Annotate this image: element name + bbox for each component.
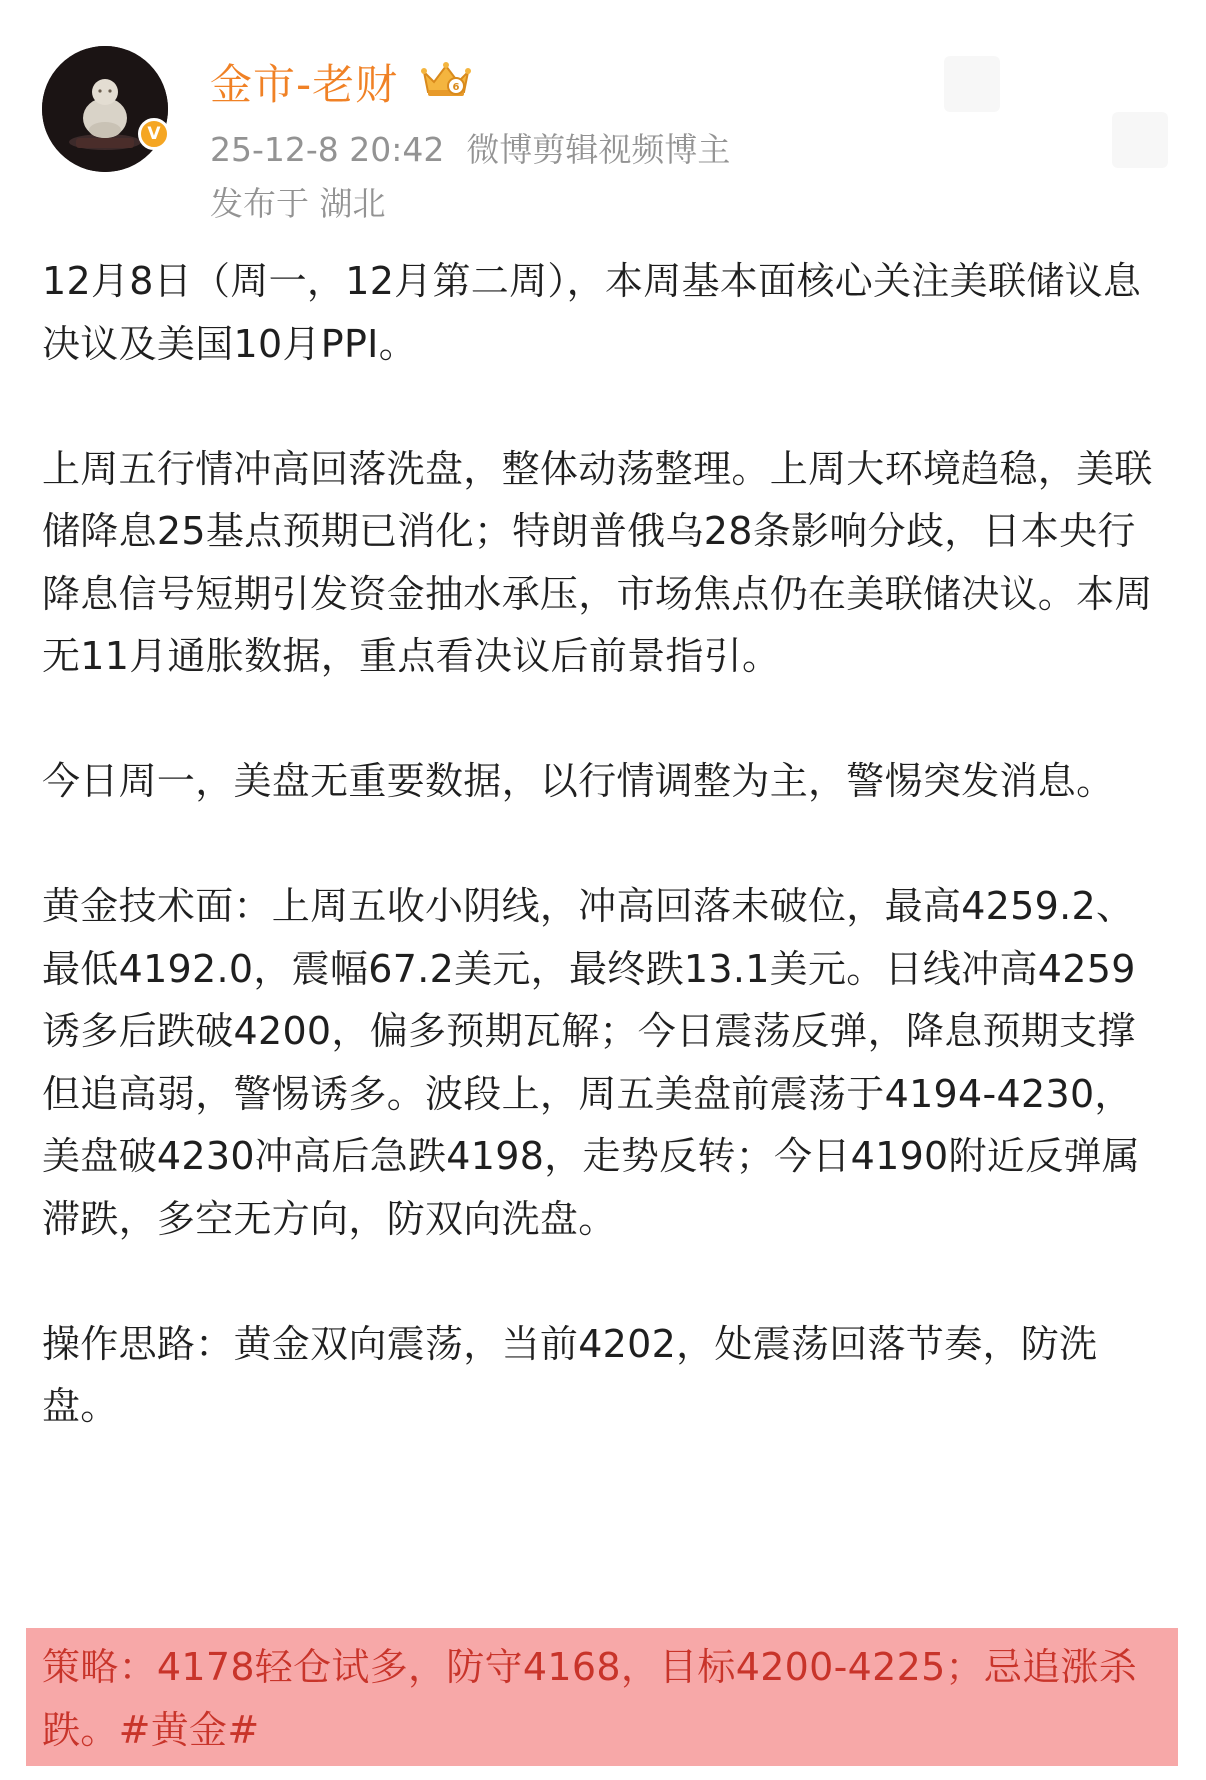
strategy-body: 策略：4178轻仓试多，防守4168，目标4200-4225；忌追涨杀跌。	[42, 1645, 1138, 1752]
post-meta	[210, 124, 730, 171]
post-body	[42, 250, 1166, 1438]
author-name[interactable]: 金市-老财	[210, 60, 399, 109]
post-paragraph: 12月8日（周一，12月第二周），本周基本面核心关注美联储议息决议及美国10月PPI。	[42, 259, 1142, 366]
strategy-text	[42, 1636, 1166, 1761]
post-source: 微博剪辑视频博主	[466, 130, 731, 169]
strategy-highlight	[26, 1628, 1178, 1766]
faded-overlay	[1112, 112, 1168, 168]
avatar[interactable]	[42, 46, 168, 172]
svg-text:6: 6	[452, 82, 460, 93]
post-location: 发布于 湖北	[210, 184, 386, 223]
post-paragraph: 黄金技术面：上周五收小阴线，冲高回落未破位，最高4259.2、最低4192.0，震幅67.2美元，最终跌13.1美元。日线冲高4259诱多后跌破4200，偏多预期瓦解；今日震荡反弹，降息预期支撑但追高弱，警惕诱多。波段上，周五美盘前震荡于4194-4230，美盘破4230冲高后急跌4198，走势反转；今日4190附近反弹属滞跌，多空无方向，防双向洗盘。	[42, 884, 1141, 1241]
post-paragraph: 上周五行情冲高回落洗盘，整体动荡整理。上周大环境趋稳，美联储降息25基点预期已消化；特朗普俄乌28条影响分歧，日本央行降息信号短期引发资金抽水承压，市场焦点仍在美联储决议。本周无11月通胀数据，重点看决议后前景指引。	[42, 446, 1153, 678]
post-paragraph: 今日周一，美盘无重要数据，以行情调整为主，警惕突发消息。	[42, 759, 1115, 803]
avatar-container[interactable]	[42, 46, 168, 172]
post-paragraph: 操作思路：黄金双向震荡，当前4202，处震荡回落节奏，防洗盘。	[42, 1321, 1098, 1428]
verified-badge-icon: V	[138, 118, 170, 150]
faded-overlay	[944, 56, 1000, 112]
buddha-statue-avatar-icon	[42, 46, 168, 172]
hashtag-link[interactable]: #黄金#	[118, 1707, 260, 1752]
crown-badge-icon[interactable]	[418, 58, 474, 100]
post-timestamp[interactable]: 25-12-8 20:42	[210, 130, 445, 169]
